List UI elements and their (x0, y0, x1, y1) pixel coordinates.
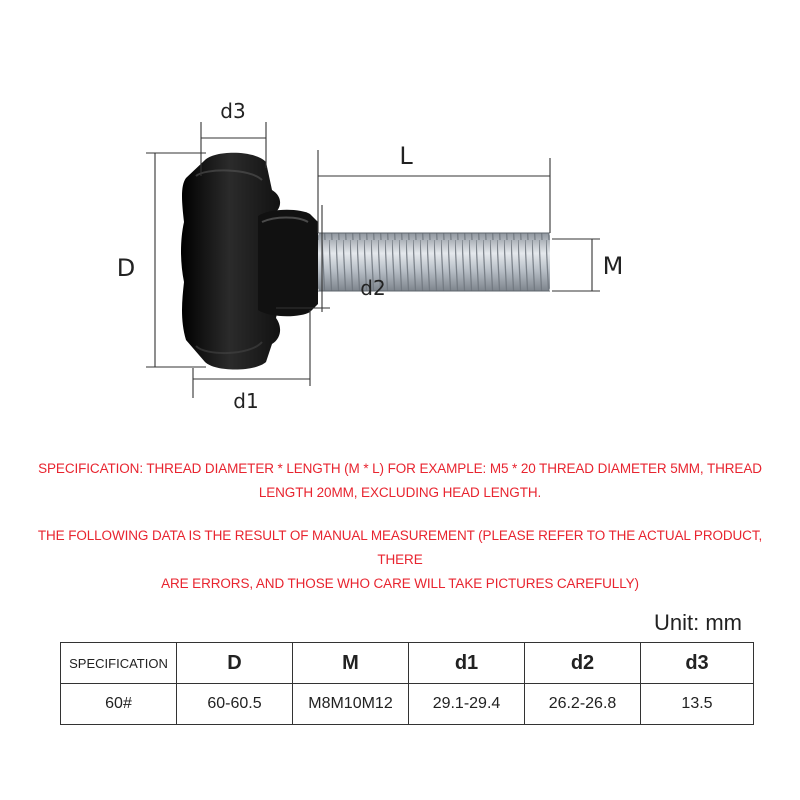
measurement-note (20, 524, 780, 596)
header-specification: SPECIFICATION (61, 643, 177, 684)
cell-M: M8M10M12 (293, 684, 409, 725)
label-D: D (116, 254, 136, 282)
specification-note-line-2: LENGTH 20MM, EXCLUDING HEAD LENGTH. (258, 485, 542, 500)
label-L: L (399, 142, 413, 170)
header-d1: d1 (409, 643, 525, 684)
star-knob-head (181, 153, 318, 370)
label-M: M (602, 252, 624, 280)
unit-label: Unit: mm (654, 610, 742, 635)
label-d3: d3 (220, 99, 246, 123)
cell-specification: 60# (61, 684, 177, 725)
specification-note-line-1: SPECIFICATION: THREAD DIAMETER * LENGTH (M * L) FOR EXAMPLE: M5 * 20 THREAD DIAMETER 5MM, THREAD (38, 461, 762, 476)
label-d2: d2 (360, 276, 386, 300)
cell-d1: 29.1-29.4 (409, 684, 525, 725)
header-d2: d2 (525, 643, 641, 684)
table-header-row (61, 643, 754, 684)
header-M: M (293, 643, 409, 684)
cell-d2: 26.2-26.8 (525, 684, 641, 725)
measurement-note-line-2: ARE ERRORS, AND THOSE WHO CARE WILL TAKE PICTURES CAREFULLY) (161, 576, 639, 591)
header-D: D (177, 643, 293, 684)
threaded-shaft (318, 233, 550, 291)
specification-note (20, 457, 780, 505)
table-row (61, 684, 754, 725)
cell-d3: 13.5 (641, 684, 754, 725)
header-d3: d3 (641, 643, 754, 684)
measurement-note-line-1: THE FOLLOWING DATA IS THE RESULT OF MANUAL MEASUREMENT (PLEASE REFER TO THE ACTUAL PRODUCT, THERE (37, 528, 763, 567)
specification-table (60, 642, 754, 725)
label-d1: d1 (233, 389, 259, 413)
cell-D: 60-60.5 (177, 684, 293, 725)
